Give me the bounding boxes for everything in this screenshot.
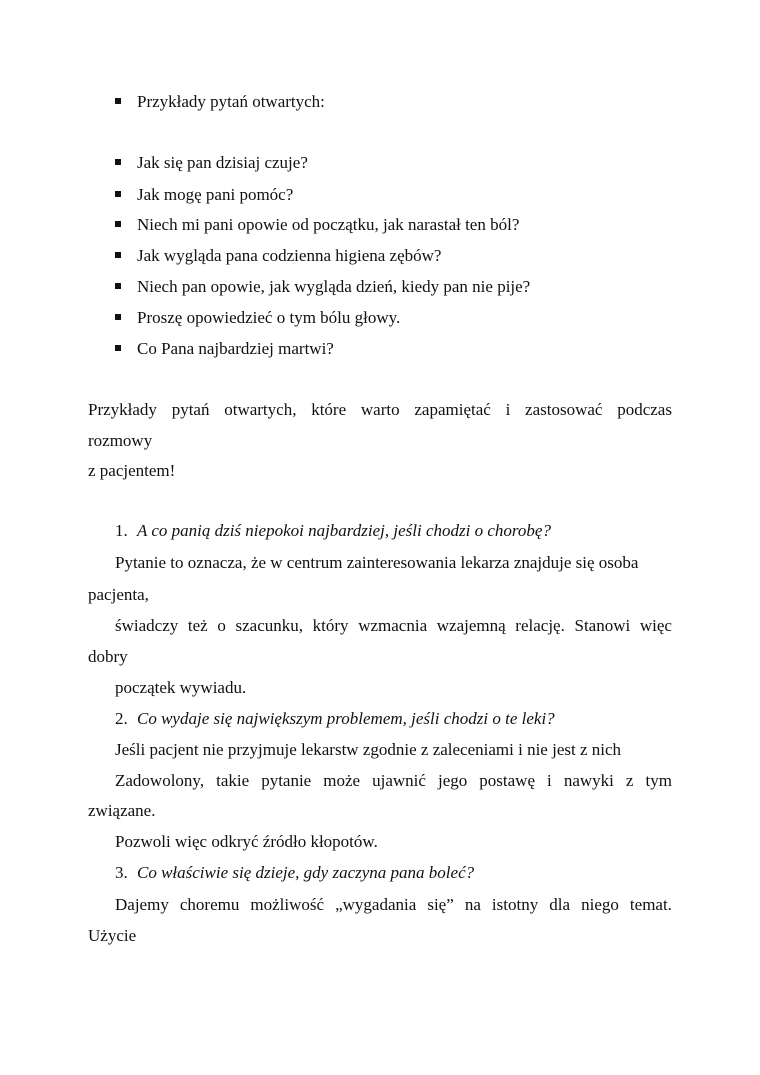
word: o <box>217 616 226 635</box>
explanation-line: Pytanie to oznacza, że w centrum zainteresowania lekarza znajduje się osoba <box>115 553 639 572</box>
question-3 <box>115 863 474 883</box>
word: się” <box>427 895 454 914</box>
square-bullet-icon <box>115 314 121 320</box>
word: który <box>312 616 349 635</box>
word: możliwość <box>250 895 325 914</box>
square-bullet-icon <box>115 159 121 165</box>
word: Przykłady <box>88 400 157 419</box>
intro-line: z pacjentem! <box>88 461 176 480</box>
word: też <box>187 616 208 635</box>
square-bullet-icon <box>115 98 121 104</box>
word: zapamiętać <box>414 400 491 419</box>
question-text: Co wydaje się największym problemem, jeśli chodzi o te leki? <box>137 709 555 728</box>
bullet-text: Co Pana najbardziej martwi? <box>137 339 334 358</box>
bullet-heading: Przykłady pytań otwartych: <box>137 92 325 111</box>
explanation-line: Pozwoli więc odkryć źródło kłopotów. <box>115 832 378 851</box>
word: niego <box>581 895 619 914</box>
word: choremu <box>179 895 240 914</box>
list-item <box>115 185 293 205</box>
question-text: Co właściwie się dzieje, gdy zaczyna pana boleć? <box>137 863 475 882</box>
word: podczas <box>617 400 672 419</box>
bullet-text: Proszę opowiedzieć o tym bólu głowy. <box>137 308 401 327</box>
bullet-text: Jak mogę pani pomóc? <box>137 185 294 204</box>
word: wzmacnia <box>358 616 428 635</box>
word: pytań <box>171 400 210 419</box>
list-item <box>115 92 325 112</box>
list-item <box>115 339 334 359</box>
list-item <box>115 153 308 173</box>
square-bullet-icon <box>115 252 121 258</box>
list-item <box>115 246 441 266</box>
word: temat. <box>629 895 672 914</box>
question-number: 3. <box>115 863 128 882</box>
word: ujawnić <box>372 771 426 790</box>
intro-line <box>88 400 672 420</box>
explanation-line <box>115 895 672 915</box>
word: relację. <box>515 616 565 635</box>
word: „wygadania <box>335 895 417 914</box>
word: które <box>311 400 347 419</box>
explanation-line <box>115 771 672 791</box>
word: Dajemy <box>115 895 169 914</box>
list-item <box>115 308 400 328</box>
word: jego <box>437 771 468 790</box>
explanation-line: początek wywiadu. <box>115 678 247 697</box>
word: takie <box>216 771 250 790</box>
word: świadczy <box>115 616 179 635</box>
word: istotny <box>491 895 539 914</box>
question-text: A co panią dziś niepokoi najbardziej, jeśli chodzi o chorobę? <box>137 521 551 540</box>
word: i <box>505 400 511 419</box>
word: i <box>547 771 552 790</box>
word: pytanie <box>261 771 312 790</box>
question-number: 2. <box>115 709 128 728</box>
bullet-text: Niech pan opowie, jak wygląda dzień, kiedy pan nie pije? <box>137 277 531 296</box>
list-item <box>115 277 530 297</box>
word: szacunku, <box>235 616 304 635</box>
word: nawyki <box>563 771 614 790</box>
question-2 <box>115 709 555 729</box>
bullet-text: Jak wygląda pana codzienna higiena zębów? <box>137 246 442 265</box>
word: zastosować <box>525 400 603 419</box>
word: Stanowi <box>574 616 631 635</box>
word: otwartych, <box>224 400 297 419</box>
word: tym <box>645 771 672 790</box>
word: z <box>625 771 634 790</box>
square-bullet-icon <box>115 345 121 351</box>
question-number: 1. <box>115 521 128 540</box>
square-bullet-icon <box>115 191 121 197</box>
question-1 <box>115 521 551 541</box>
word: może <box>323 771 361 790</box>
explanation-line: Użycie <box>88 926 137 945</box>
explanation-line: Jeśli pacjent nie przyjmuje lekarstw zgodnie z zaleceniami i nie jest z nich <box>115 740 622 759</box>
word: więc <box>639 616 672 635</box>
word: Zadowolony, <box>115 771 205 790</box>
word: dla <box>549 895 571 914</box>
bullet-text: Jak się pan dzisiaj czuje? <box>137 153 308 172</box>
square-bullet-icon <box>115 221 121 227</box>
list-item <box>115 215 519 235</box>
word: warto <box>360 400 400 419</box>
explanation-line: dobry <box>88 647 128 666</box>
word: postawę <box>479 771 536 790</box>
explanation-line: związane. <box>88 801 156 820</box>
intro-line: rozmowy <box>88 431 153 450</box>
word: wzajemną <box>436 616 506 635</box>
bullet-text: Niech mi pani opowie od początku, jak narastał ten ból? <box>137 215 520 234</box>
explanation-line: pacjenta, <box>88 585 149 604</box>
square-bullet-icon <box>115 283 121 289</box>
word: na <box>464 895 481 914</box>
explanation-line <box>115 616 672 636</box>
